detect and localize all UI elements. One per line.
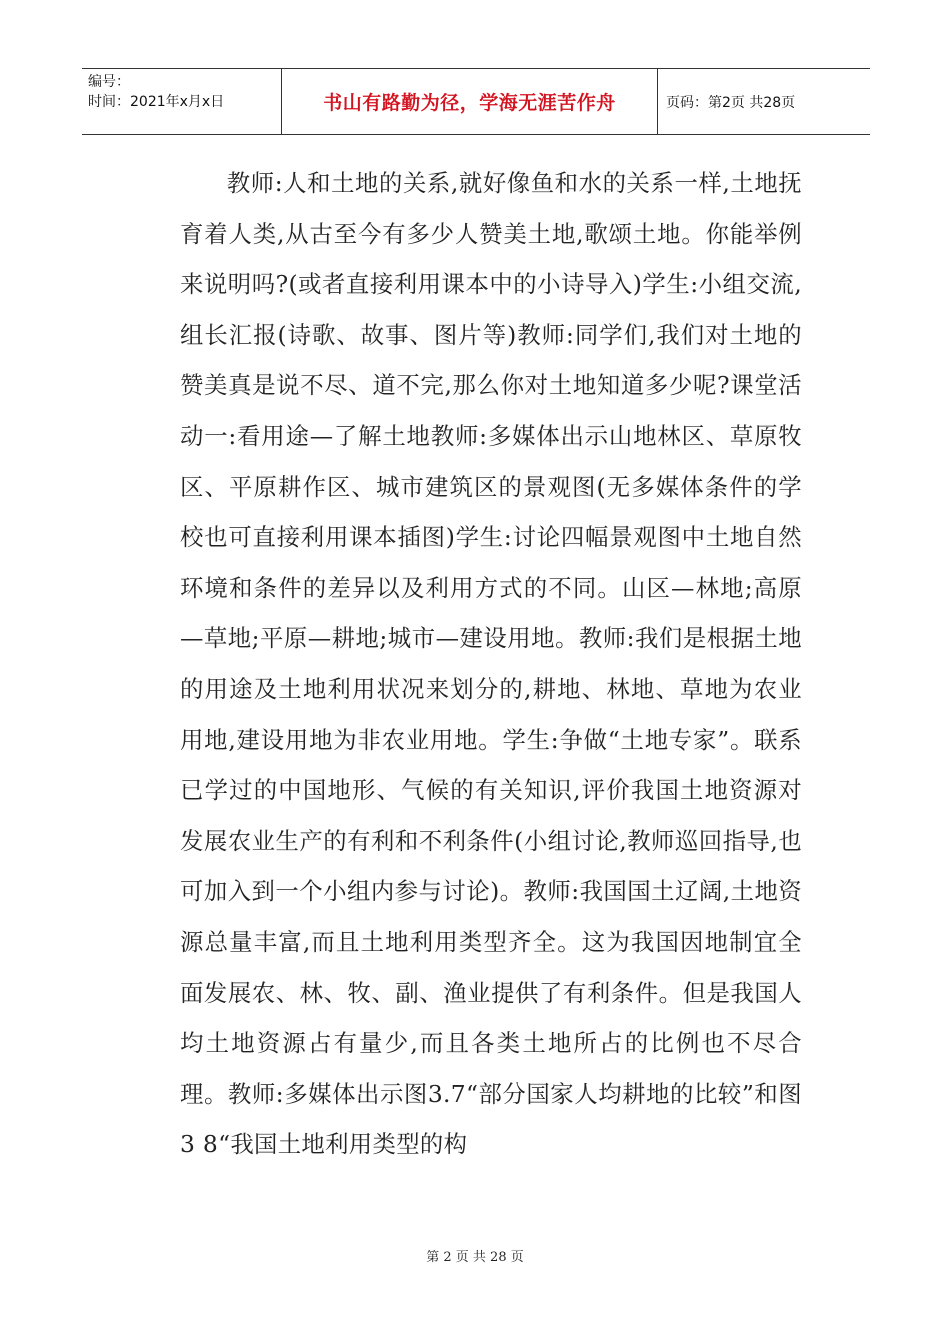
document-body <box>180 158 802 1170</box>
document-date-label: 时间：2021年x月x日 <box>88 94 225 110</box>
page-header <box>82 68 870 135</box>
header-motto: 书山有路勤为径，学海无涯苦作舟 <box>282 69 658 134</box>
document-number-label: 编号： <box>88 74 130 90</box>
body-paragraph: 教师:人和土地的关系,就好像鱼和水的关系一样,土地抚育着人类,从古至今有多少人赞美土地,歌颂土地。你能举例来说明吗?(或者直接利用课本中的小诗导入)学生:小组交流,组长汇报(诗歌、故事、图片等)教师:同学们,我们对土地的赞美真是说不尽、道不完,那么你对土地知道多少呢?课堂活动一:看用途—了解土地教师:多媒体出示山地林区、草原牧区、平原耕作区、城市建筑区的景观图(无多媒体条件的学校也可直接利用课本插图)学生:讨论四幅景观图中土地自然环境和条件的差异以及利用方式的不同。山区—林地;高原—草地;平原—耕地;城市—建设用地。教师:我们是根据土地的用途及土地利用状况来划分的,耕地、林地、草地为农业用地,建设用地为非农业用地。学生:争做“土地专家”。联系已学过的中国地形、气候的有关知识,评价我国土地资源对发展农业生产的有利和不利条件(小组讨论,教师巡回指导,也可加入到一个小组内参与讨论)。教师:我国国土辽阔,土地资源总量丰富,而且土地利用类型齐全。这为我国因地制宜全面发展农、林、牧、副、渔业提供了有利条件。但是我国人均土地资源占有量少,而且各类土地所占的比例也不尽合理。教师:多媒体出示图3.7“部分国家人均耕地的比较”和图3 8“我国土地利用类型的构 <box>180 169 802 1159</box>
header-page-number: 页码：第2页 共28页 <box>666 94 796 111</box>
header-meta <box>82 69 282 134</box>
page-footer: 第 2 页 共 28 页 <box>426 1250 524 1265</box>
